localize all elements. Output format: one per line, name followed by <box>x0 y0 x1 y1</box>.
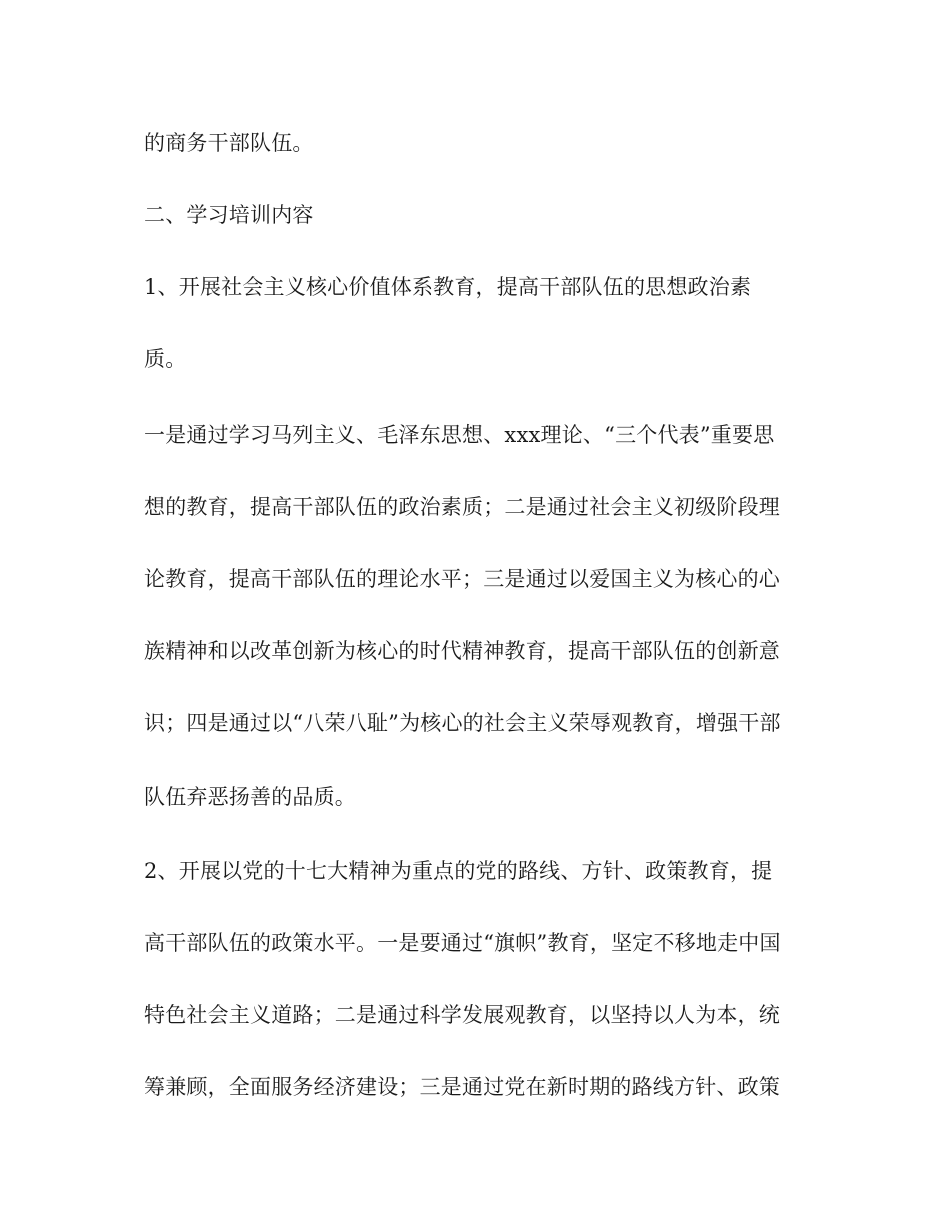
text-line: 族精神和以改革创新为核心的时代精神教育，提高干部队伍的创新意 <box>144 639 780 663</box>
text-line: 质。 <box>144 347 187 371</box>
text-line: 一是通过学习马列主义、毛泽东思想、xxx理论、“三个代表”重要思 <box>144 423 775 447</box>
text-line: 筹兼顾，全面服务经济建设；三是通过党在新时期的路线方针、政策 <box>144 1075 780 1099</box>
text-line: 1、开展社会主义核心价值体系教育，提高干部队伍的思想政治素 <box>144 275 752 299</box>
text-line: 想的教育，提高干部队伍的政治素质；二是通过社会主义初级阶段理 <box>144 495 780 519</box>
section-heading: 二、学习培训内容 <box>144 203 314 227</box>
text-line: 2、开展以党的十七大精神为重点的党的路线、方针、政策教育，提 <box>144 859 773 883</box>
text-line: 队伍弃恶扬善的品质。 <box>144 785 356 809</box>
text-line: 高干部队伍的政策水平。一是要通过“旗帜”教育，坚定不移地走中国 <box>144 931 781 955</box>
text-line: 识；四是通过以“八荣八耻”为核心的社会主义荣辱观教育，增强干部 <box>144 711 781 735</box>
text-line: 特色社会主义道路；二是通过科学发展观教育，以坚持以人为本，统 <box>144 1003 780 1027</box>
text-line: 论教育，提高干部队伍的理论水平；三是通过以爱国主义为核心的心 <box>144 567 780 591</box>
text-line: 的商务干部队伍。 <box>144 131 314 155</box>
